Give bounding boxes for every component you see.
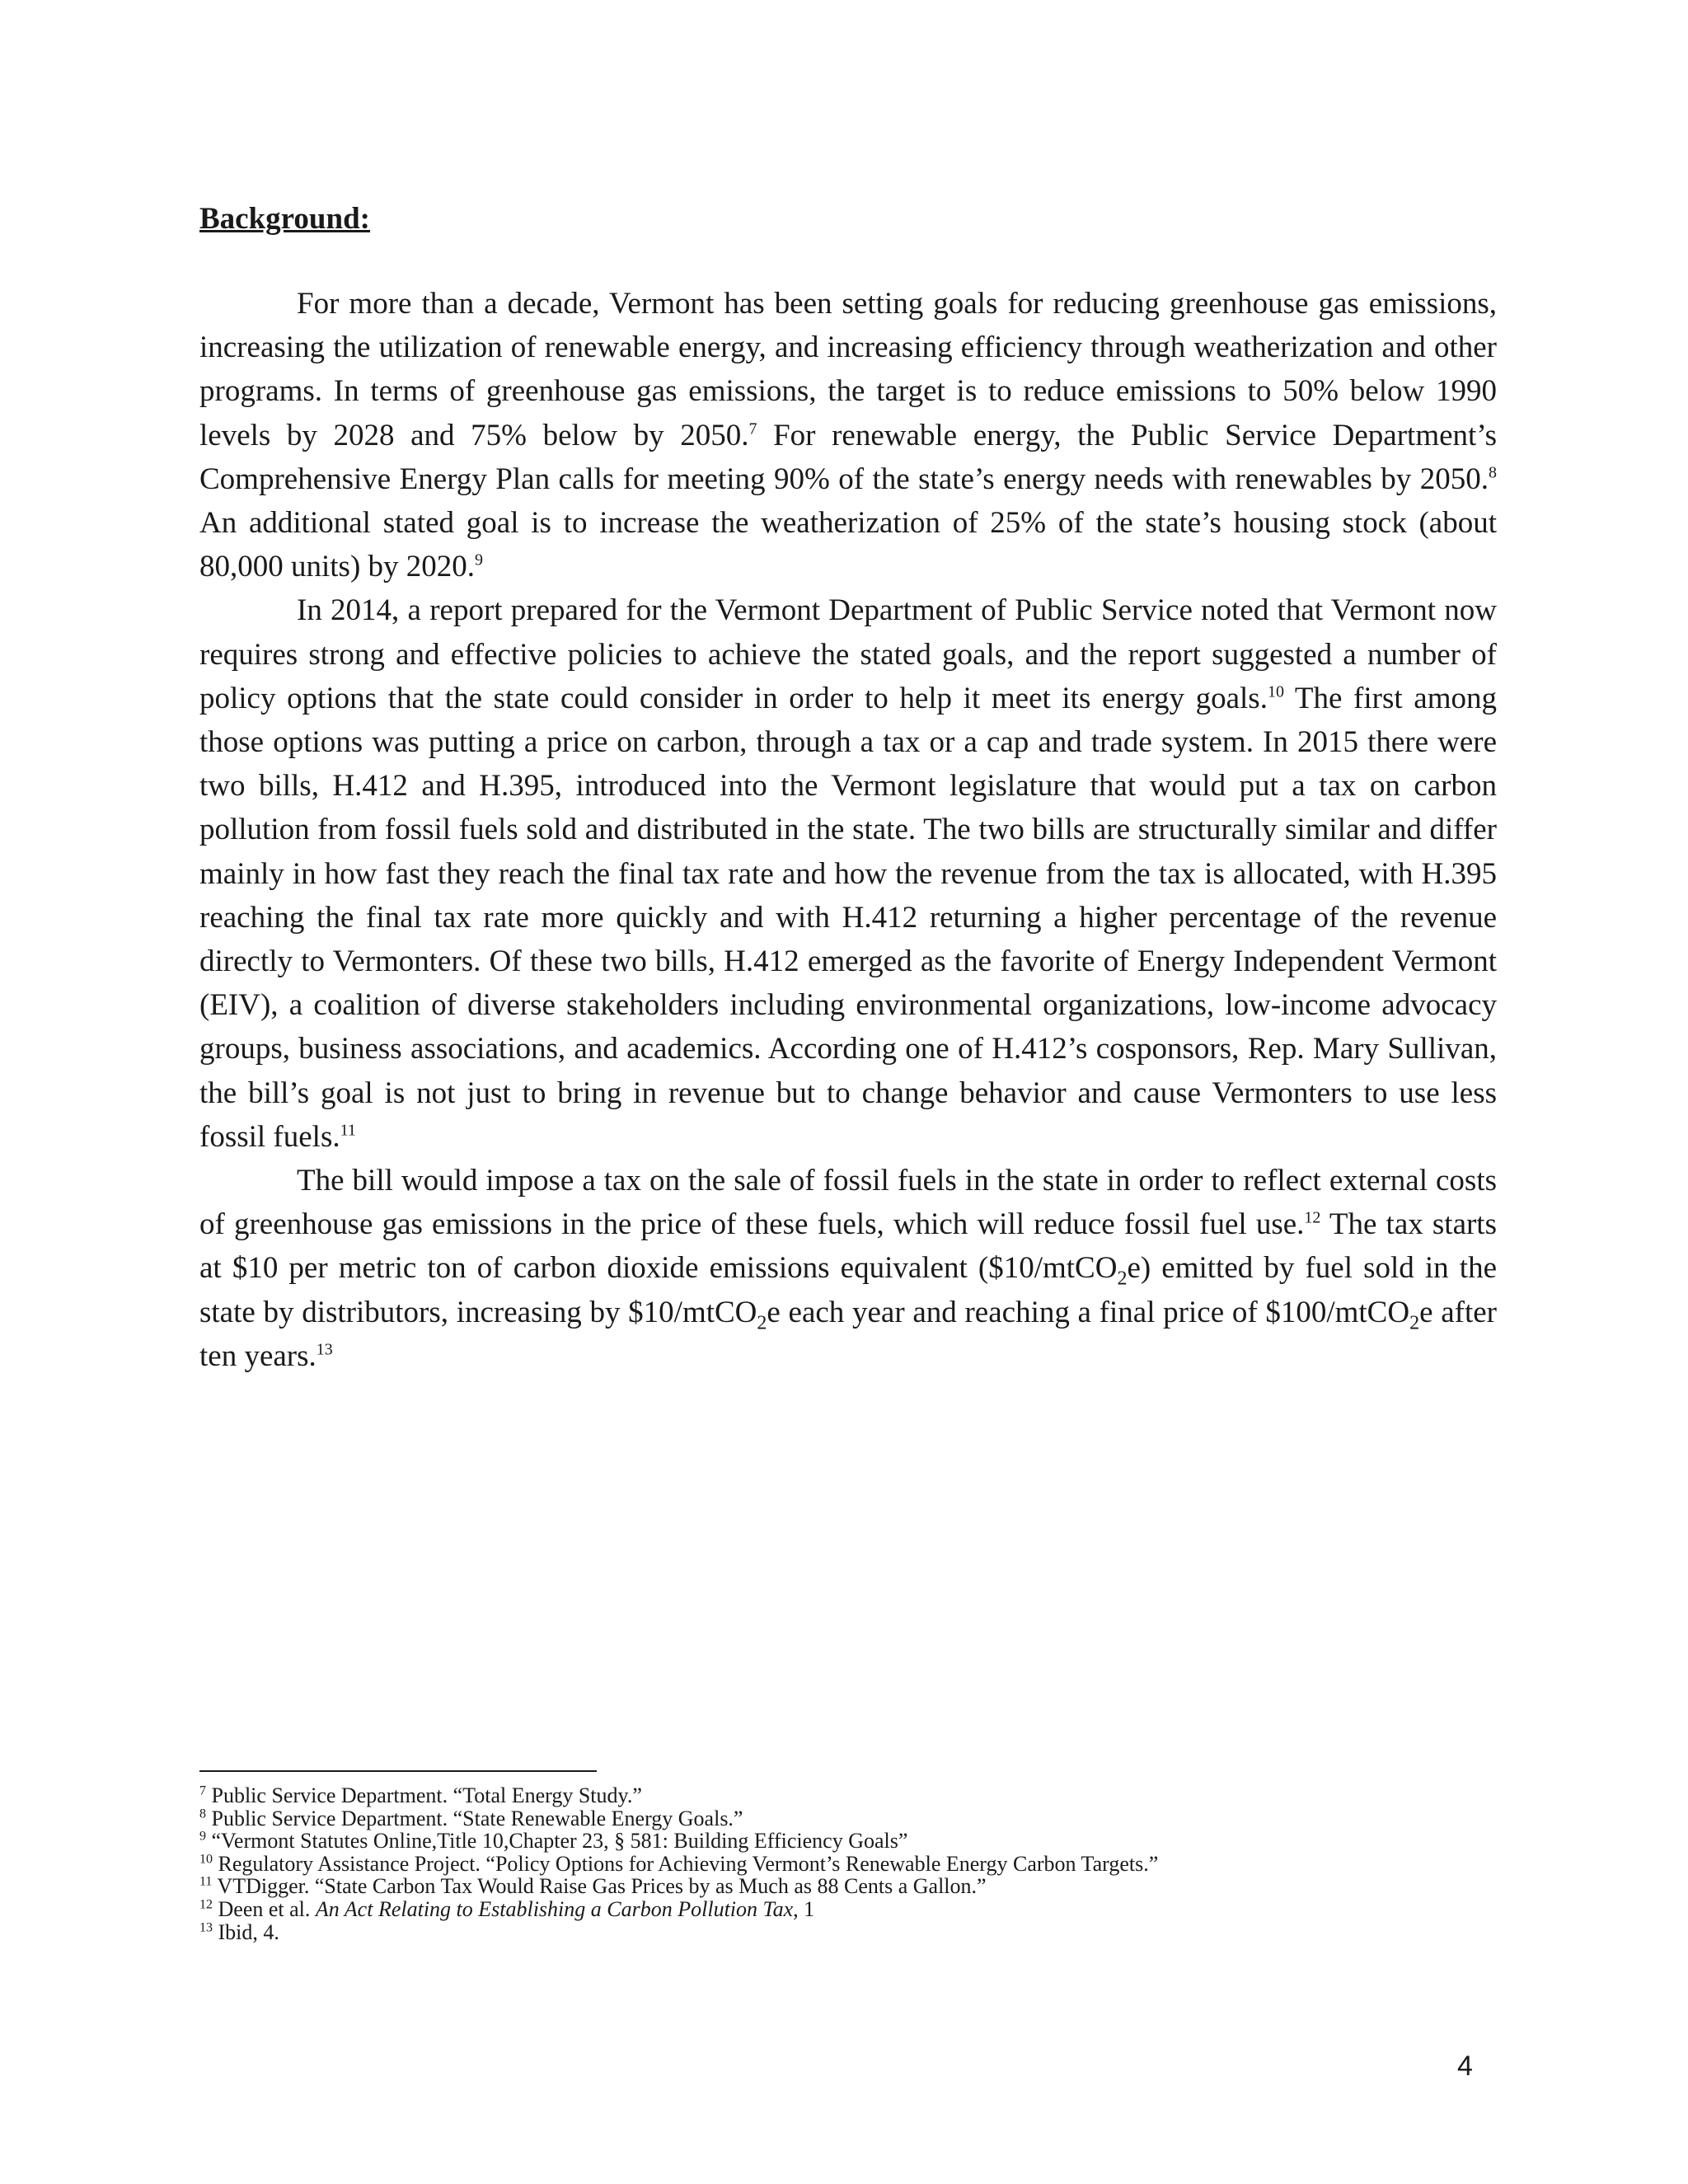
body-paragraph [199,1159,1497,1378]
text-run: The first among those options was putting a price on carbon, through a tax or a cap and trade system. In 2015 there were two bills, H.412 and H.395, introduced into the Vermont legislature that would put a tax on carbon pollution from fossil fuels sold and distributed in the state. The two bills are structurally similar and differ mainly in how fast they reach the final tax rate and how the revenue from the tax is allocated, with H.395 reaching the final tax rate more quickly and with H.412 returning a higher percentage of the revenue directly to Vermonters. Of these two bills, H.412 emerged as the favorite of Energy Independent Vermont (EIV), a coalition of diverse stakeholders including environmental organizations, low-income advocacy groups, business associations, and academics. According one of H.412’s cosponsors, Rep. Mary Sullivan, the bill’s goal is not just to bring in revenue but to change behavior and cause Vermonters to use less fossil fuels. [199,681,1497,1154]
footnote-reference: 7 [748,419,757,438]
footnote [199,1830,1497,1853]
text-run: For renewable energy, the Public Service Department’s Comprehensive Energy Plan calls for meeting 90% of the state’s energy needs with renewables by 2050. [199,418,1497,496]
text-run: Public Service Department. “State Renewable Energy Goals.” [206,1806,743,1830]
subscript: 2 [1117,1268,1128,1290]
text-run: “Vermont Statutes Online,Title 10,Chapter 23, § 581: Building Efficiency Goals” [206,1829,908,1854]
footnote [199,1875,1497,1898]
text-run: An additional stated goal is to increase the weatherization of 25% of the state’s housing stock (about 80,000 units) by 2020. [199,506,1497,584]
footnote-separator [199,1770,597,1772]
text-run: The tax starts at $10 per metric ton of carbon dioxide emissions equivalent ($10/mtCO [199,1207,1497,1286]
footnote-number: 8 [199,1806,206,1821]
page-number: 4 [1457,2050,1473,2082]
footnote [199,1784,1497,1807]
footnote-number: 7 [199,1783,206,1798]
text-run: In 2014, a report prepared for the Vermont Department of Public Service noted that Vermont now requires strong and effective policies to achieve the stated goals, and the report suggested a number of policy options that the state could consider in order to help it meet its energy goals. [199,593,1497,715]
text-run: , 1 [793,1896,815,1921]
text-run: Deen et al. [213,1896,316,1921]
footnote-reference: 11 [340,1121,356,1140]
section-heading: Background: [199,202,370,236]
text-run: Regulatory Assistance Project. “Policy Options for Achieving Vermont’s Renewable Energy Carbon Targets.” [213,1851,1159,1876]
text-run: e after ten years. [199,1295,1497,1373]
subscript: 2 [757,1312,767,1334]
footnote [199,1807,1497,1830]
text-run: e) emitted by fuel sold in the state by distributors, increasing by $10/mtCO [199,1251,1497,1329]
text-run: VTDigger. “State Carbon Tax Would Raise Gas Prices by as Much as 88 Cents a Gallon.” [212,1874,987,1899]
footnote-reference: 9 [475,551,484,569]
body-paragraphs [199,282,1497,1378]
footnote [199,1853,1497,1876]
footnote-reference: 10 [1267,682,1284,701]
footnote [199,1921,1497,1944]
footnote-number: 13 [199,1919,213,1934]
footnote-reference: 8 [1489,463,1497,482]
body-paragraph [199,282,1497,588]
text-run: Public Service Department. “Total Energy Study.” [206,1783,642,1807]
footnote [199,1898,1497,1921]
footnotes [199,1784,1497,1943]
main-content [199,198,1497,1378]
text-run: The bill would impose a tax on the sale of fossil fuels in the state in order to reflect external costs of greenhouse gas emissions in the price of these fuels, which will reduce fossil fuel use. [199,1164,1497,1242]
footnote-reference: 12 [1304,1208,1321,1227]
text-run: For more than a decade, Vermont has been setting goals for reducing greenhouse gas emissions, increasing the utilization of renewable energy, and increasing efficiency through weatherization and other programs. In terms of greenhouse gas emissions, the target is to reduce emissions to 50% below 1990 levels by 2028 and 75% below by 2050. [199,287,1497,452]
footnote-reference: 13 [316,1340,333,1359]
text-run: e each year and reaching a final price of $100/mtCO [767,1295,1410,1329]
footnote-number: 9 [199,1829,206,1844]
body-paragraph [199,588,1497,1159]
text-run: Ibid, 4. [213,1919,279,1944]
footnote-number: 12 [199,1897,213,1912]
italic-title: An Act Relating to Establishing a Carbon Pollution Tax [315,1896,794,1921]
footnote-number: 10 [199,1852,213,1867]
footnote-number: 11 [199,1874,213,1889]
subscript: 2 [1409,1312,1420,1334]
